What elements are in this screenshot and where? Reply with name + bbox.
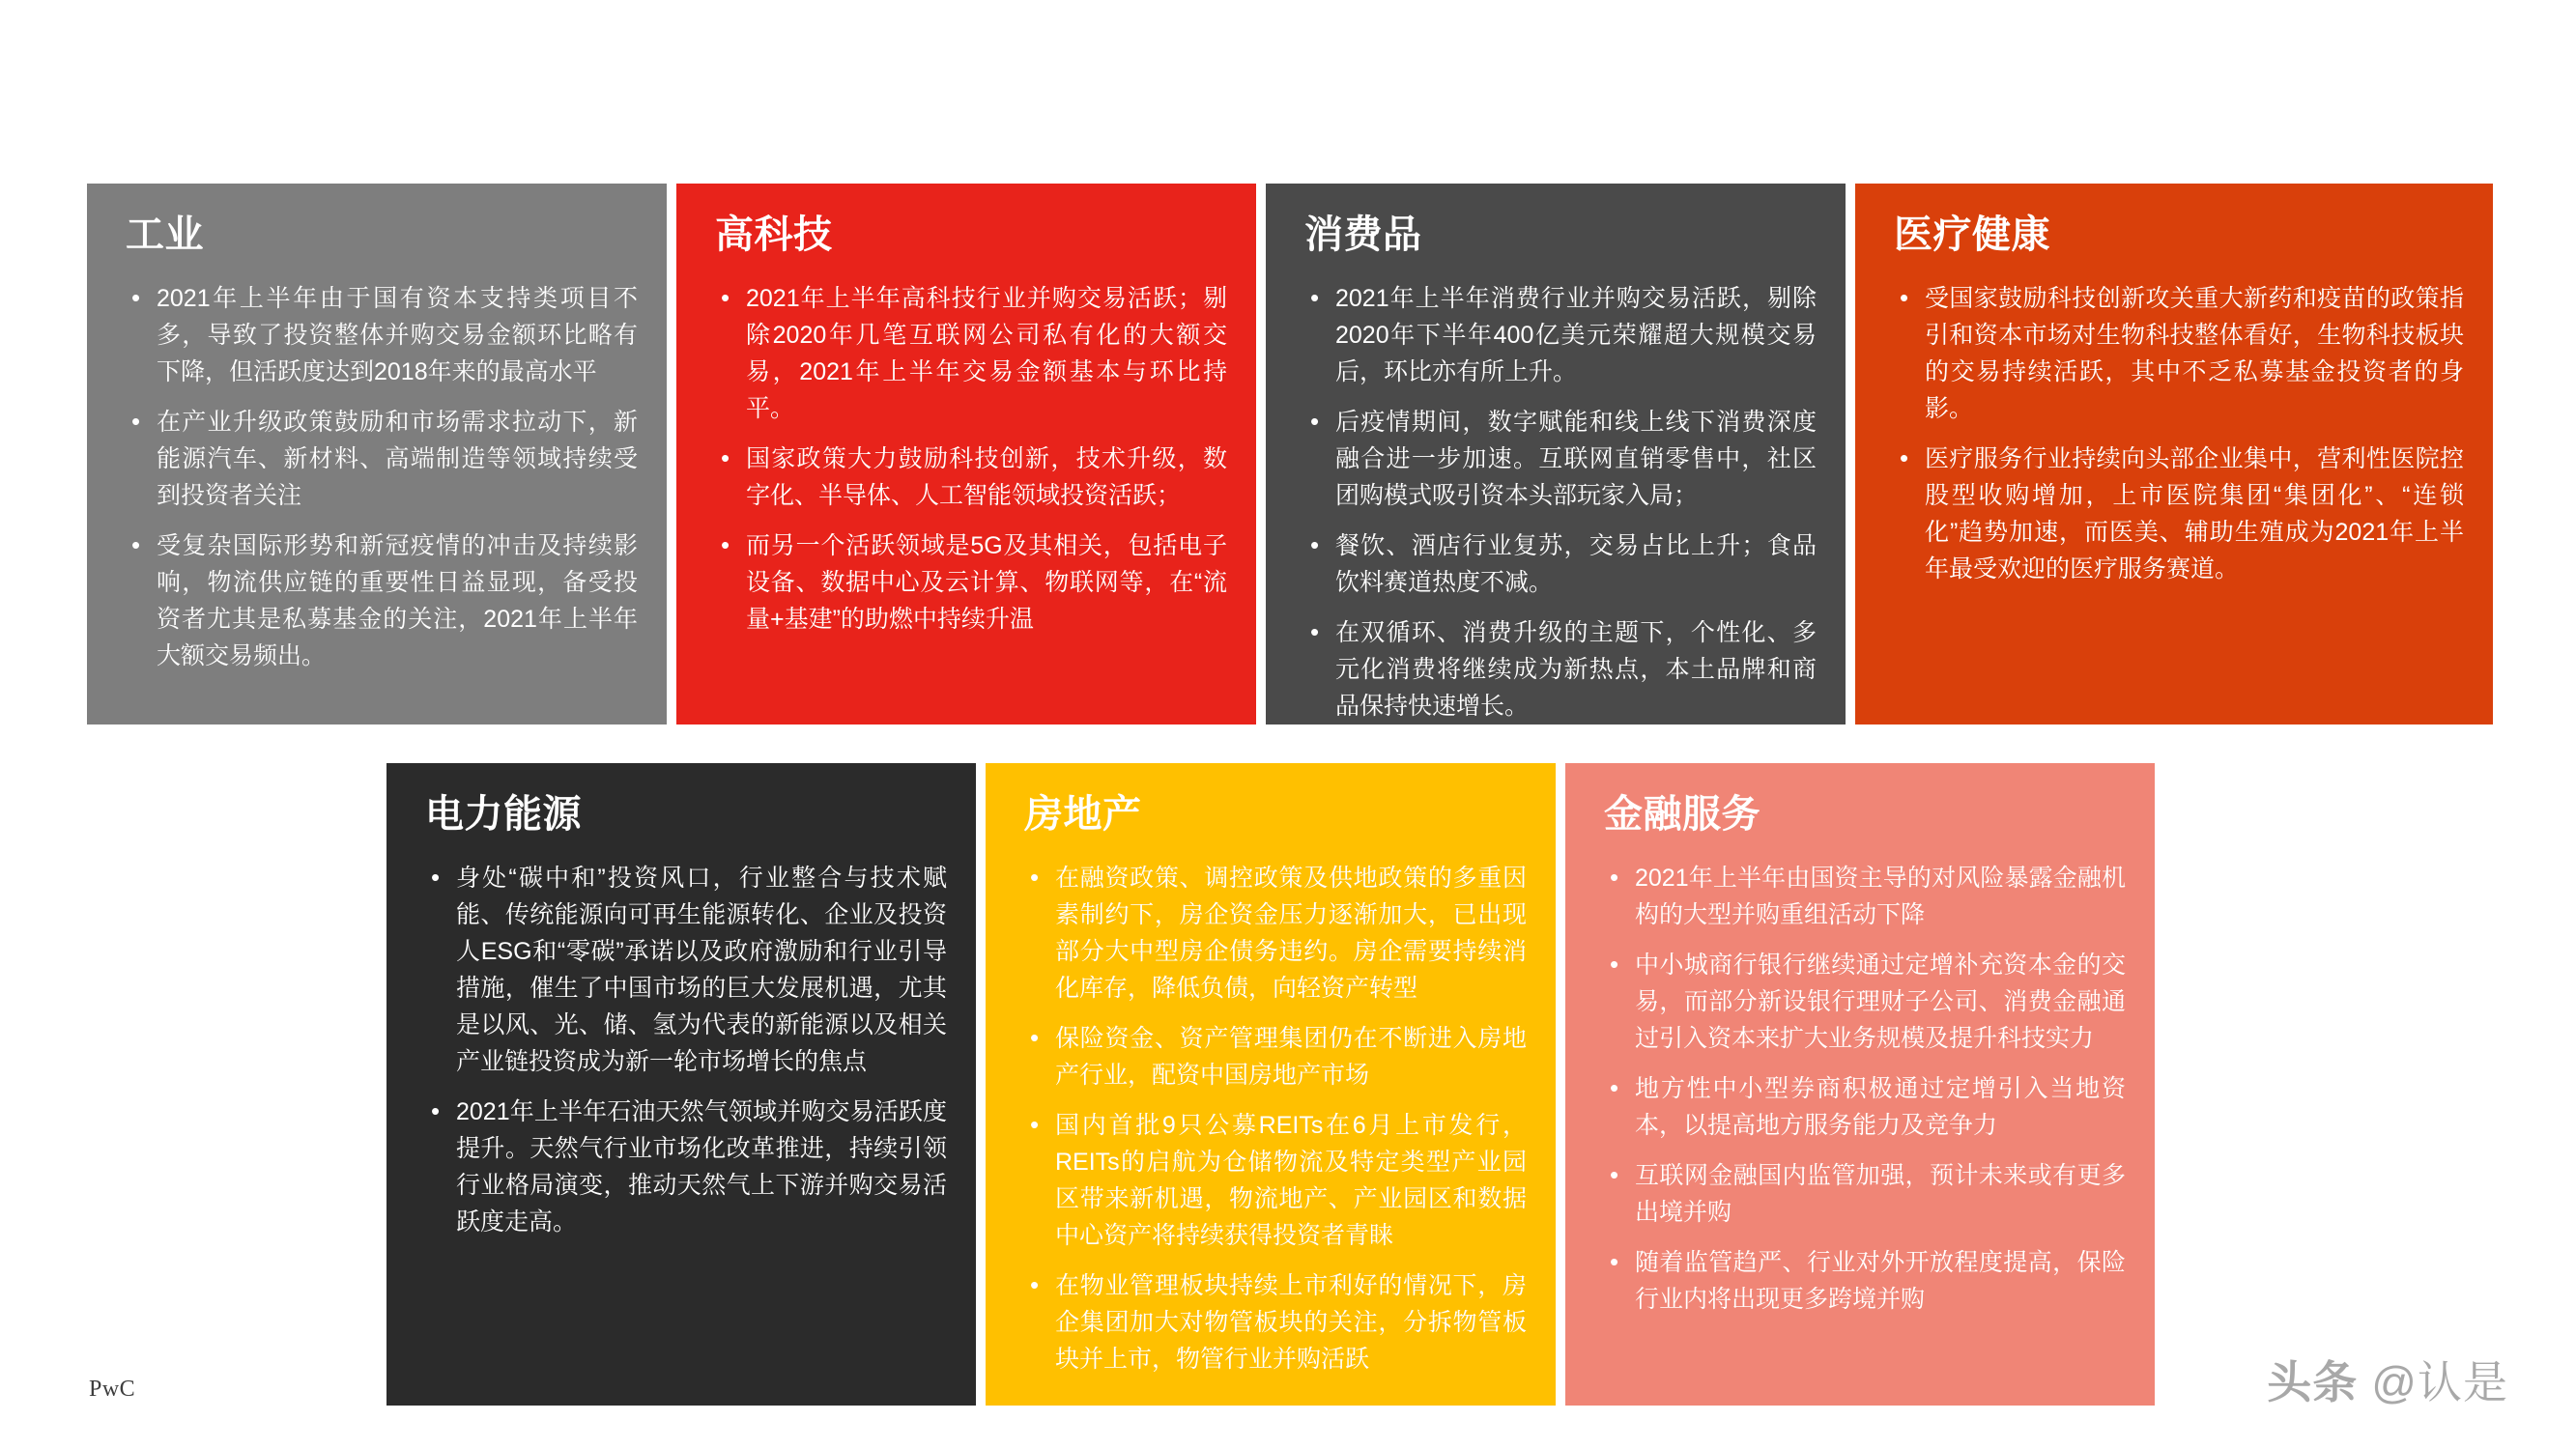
list-item: • 受复杂国际形势和新冠疫情的冲击及持续影响，物流供应链的重要性日益显现，备受投资者尤其是私募基金的关注，2021年上半年大额交易频出。 xyxy=(120,527,638,674)
list-item: • 中小城商行银行继续通过定增补充资本金的交易，而部分新设银行理财子公司、消费金融通过引入资本来扩大业务规模及提升科技实力 xyxy=(1598,947,2126,1057)
card-title-finance: 金融服务 xyxy=(1604,793,1760,836)
bullet-list-consumer xyxy=(1299,280,1817,724)
list-item: • 2021年上半年由国资主导的对风险暴露金融机构的大型并购重组活动下降 xyxy=(1598,860,2126,933)
list-item: • 后疫情期间，数字赋能和线上线下消费深度融合进一步加速。互联网直销零售中，社区团购模式吸引资本头部玩家入局； xyxy=(1299,404,1817,514)
card-industrial xyxy=(87,184,667,724)
bullet-list-industrial xyxy=(120,280,638,674)
card-realestate xyxy=(986,763,1556,1406)
list-item: • 2021年上半年高科技行业并购交易活跃；剔除2020年几笔互联网公司私有化的大额交易，2021年上半年交易金额基本与环比持平。 xyxy=(709,280,1227,427)
card-finance xyxy=(1565,763,2155,1406)
card-title-hightech: 高科技 xyxy=(715,213,833,256)
list-item: • 互联网金融国内监管加强，预计未来或有更多出境并购 xyxy=(1598,1157,2126,1231)
watermark-handle: @认是 xyxy=(2371,1357,2508,1407)
bullet-list-health xyxy=(1888,280,2464,587)
list-item: • 在产业升级政策鼓励和市场需求拉动下，新能源汽车、新材料、高端制造等领域持续受到投资者关注 xyxy=(120,404,638,514)
card-title-realestate: 房地产 xyxy=(1024,793,1142,836)
list-item: • 在双循环、消费升级的主题下，个性化、多元化消费将继续成为新热点，本土品牌和商品保持快速增长。 xyxy=(1299,614,1817,724)
list-item: • 国内首批9只公募REITs在6月上市发行，REITs的启航为仓储物流及特定类型产业园区带来新机遇，物流地产、产业园区和数据中心资产将持续获得投资者青睐 xyxy=(1018,1107,1527,1254)
list-item: • 保险资金、资产管理集团仍在不断进入房地产行业，配资中国房地产市场 xyxy=(1018,1020,1527,1094)
list-item: • 身处“碳中和”投资风口，行业整合与技术赋能、传统能源向可再生能源转化、企业及投资人ESG和“零碳”承诺以及政府激励和行业引导措施，催生了中国市场的巨大发展机遇，尤其是以风、光、储、氢为代表的新能源以及相关产业链投资成为新一轮市场增长的焦点 xyxy=(419,860,947,1080)
card-title-energy: 电力能源 xyxy=(425,793,582,836)
bullet-list-energy xyxy=(419,860,947,1240)
card-title-consumer: 消费品 xyxy=(1304,213,1422,256)
list-item: • 而另一个活跃领域是5G及其相关，包括电子设备、数据中心及云计算、物联网等，在“流量+基建”的助燃中持续升温 xyxy=(709,527,1227,638)
card-title-industrial: 工业 xyxy=(126,213,204,256)
watermark-brand: 头条 xyxy=(2267,1357,2359,1407)
bullet-list-realestate xyxy=(1018,860,1527,1378)
list-item: • 受国家鼓励科技创新攻关重大新药和疫苗的政策指引和资本市场对生物科技整体看好，生物科技板块的交易持续活跃，其中不乏私募基金投资者的身影。 xyxy=(1888,280,2464,427)
card-energy xyxy=(386,763,976,1406)
list-item: • 随着监管趋严、行业对外开放程度提高，保险行业内将出现更多跨境并购 xyxy=(1598,1244,2126,1318)
list-item: • 在融资政策、调控政策及供地政策的多重因素制约下，房企资金压力逐渐加大，已出现部分大中型房企债务违约。房企需要持续消化库存，降低负债，向轻资产转型 xyxy=(1018,860,1527,1007)
list-item: • 餐饮、酒店行业复苏，交易占比上升；食品饮料赛道热度不减。 xyxy=(1299,527,1817,601)
list-item: • 医疗服务行业持续向头部企业集中，营利性医院控股型收购增加，上市医院集团“集团化”、“连锁化”趋势加速，而医美、辅助生殖成为2021年上半年最受欢迎的医疗服务赛道。 xyxy=(1888,440,2464,587)
list-item: • 2021年上半年石油天然气领域并购交易活跃度提升。天然气行业市场化改革推进，持续引领行业格局演变，推动天然气上下游并购交易活跃度走高。 xyxy=(419,1094,947,1240)
card-consumer xyxy=(1266,184,1846,724)
pwc-logo: PwC xyxy=(89,1377,136,1402)
list-item: • 在物业管理板块持续上市利好的情况下，房企集团加大对物管板块的关注，分拆物管板块并上市，物管行业并购活跃 xyxy=(1018,1267,1527,1378)
bullet-list-finance xyxy=(1598,860,2126,1318)
list-item: • 2021年上半年消费行业并购交易活跃，剔除2020年下半年400亿美元荣耀超大规模交易后，环比亦有所上升。 xyxy=(1299,280,1817,390)
list-item: • 地方性中小型券商积极通过定增引入当地资本，以提高地方服务能力及竞争力 xyxy=(1598,1070,2126,1144)
card-title-health: 医疗健康 xyxy=(1894,213,2050,256)
watermark xyxy=(2267,1348,2508,1411)
bullet-list-hightech xyxy=(709,280,1227,638)
card-health xyxy=(1855,184,2493,724)
card-hightech xyxy=(676,184,1256,724)
list-item: • 2021年上半年由于国有资本支持类项目不多，导致了投资整体并购交易金额环比略有下降，但活跃度达到2018年来的最高水平 xyxy=(120,280,638,390)
list-item: • 国家政策大力鼓励科技创新，技术升级，数字化、半导体、人工智能领域投资活跃； xyxy=(709,440,1227,514)
